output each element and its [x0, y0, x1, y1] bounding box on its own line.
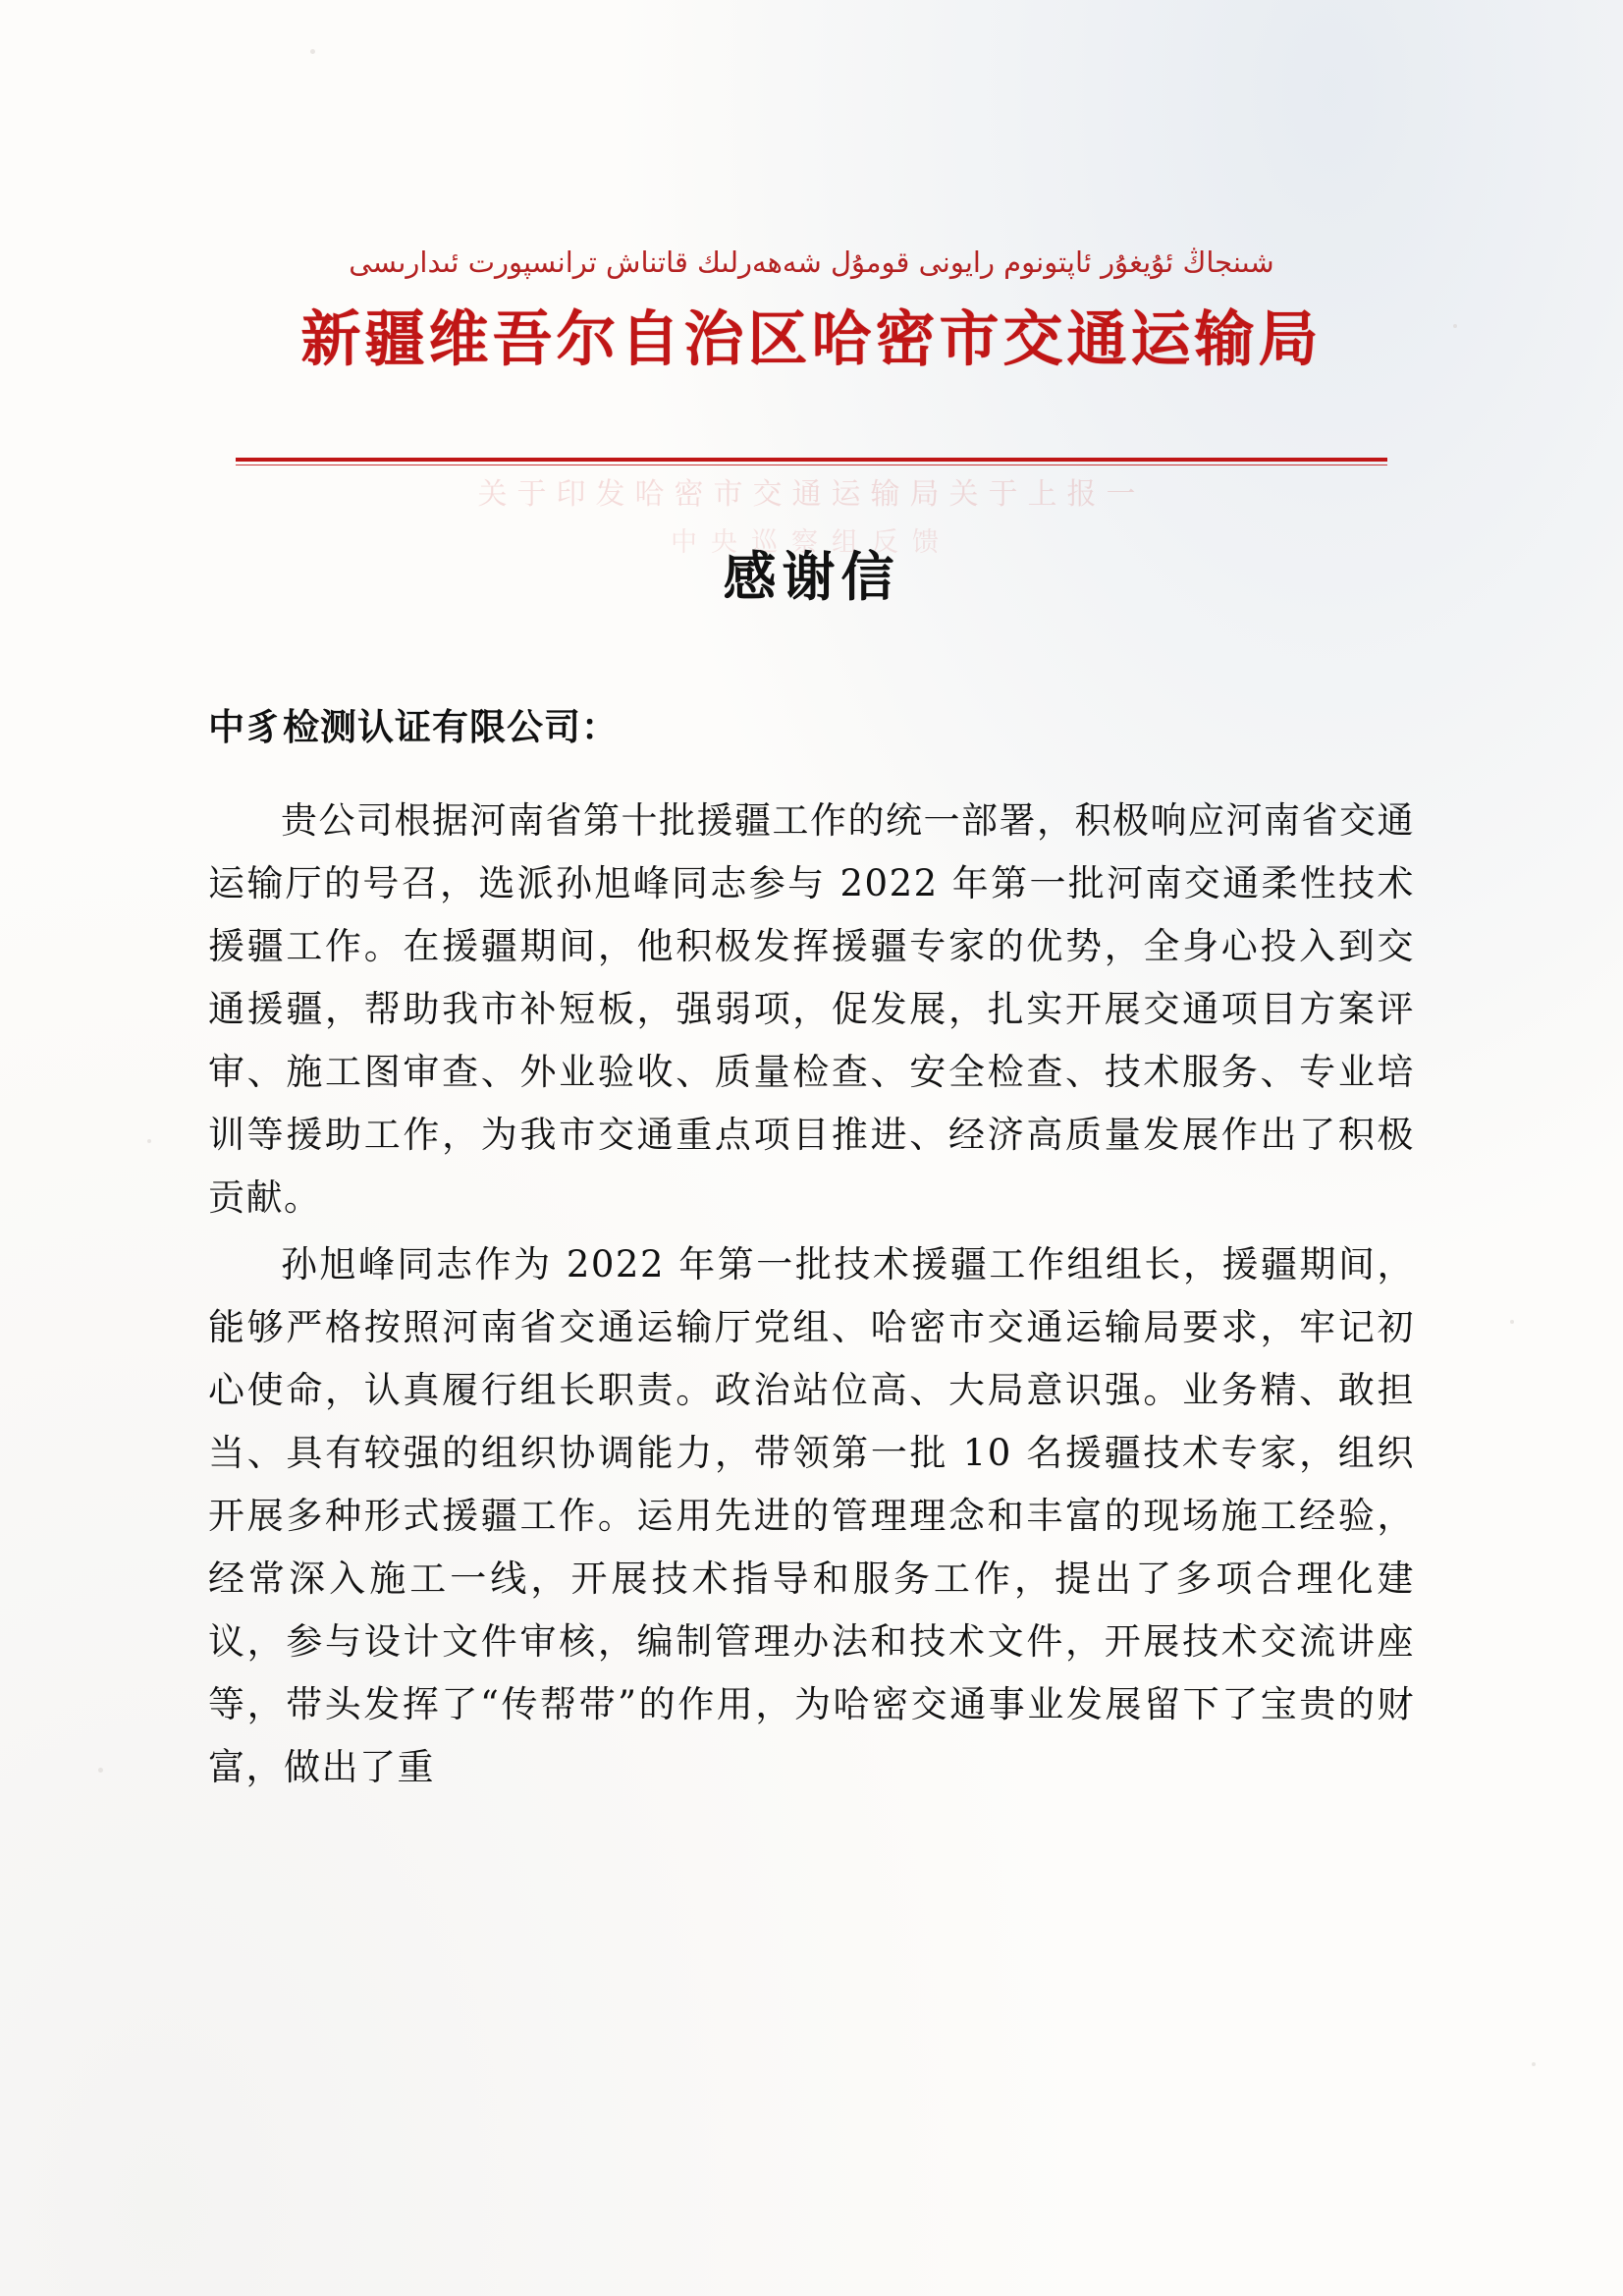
- body-paragraph: 贵公司根据河南省第十批援疆工作的统一部署，积极响应河南省交通运输厅的号召，选派孙旭峰同志参与 2022 年第一批河南交通柔性技术援疆工作。在援疆期间，他积极发挥援疆专家的优势，全身心投入到交通援疆，帮助我市补短板，强弱项，促发展，扎实开展交通项目方案评审、施工图审查、外业验收、质量检查、安全检查、技术服务、专业培训等援助工作，为我市交通重点项目推进、经济高质量发展作出了积极贡献。: [208, 799, 1415, 1219]
- background-watermark-line-1: 关于印发哈密市交通运输局关于上报一: [477, 477, 1146, 512]
- letterhead-organization-name: 新疆维吾尔自治区哈密市交通运输局: [300, 303, 1323, 374]
- scan-speck: [98, 1768, 103, 1773]
- letterhead-divider: [236, 458, 1387, 465]
- scan-speck: [310, 49, 315, 54]
- letterhead: [0, 246, 1623, 377]
- document-title: 感谢信: [723, 545, 900, 608]
- divider-thick-line: [236, 458, 1387, 462]
- document-body: [208, 697, 1415, 1803]
- background-watermark-line-2: 中央巡察组反馈: [671, 527, 952, 558]
- scan-speck: [1532, 2062, 1536, 2066]
- body-paragraph: 孙旭峰同志作为 2022 年第一批技术援疆工作组组长，援疆期间，能够严格按照河南省交通运输厅党组、哈密市交通运输局要求，牢记初心使命，认真履行组长职责。政治站位高、大局意识强。业务精、敢担当、具有较强的组织协调能力，带领第一批 10 名援疆技术专家，组织开展多种形式援疆工作。运用先进的管理理念和丰富的现场施工经验，经常深入施工一线，开展技术指导和服务工作，提出了多项合理化建议，参与设计文件审核，编制管理办法和技术文件，开展技术交流讲座等，带头发挥了“传帮带”的作用，为哈密交通事业发展留下了宝贵的财富，做出了重: [208, 1243, 1415, 1788]
- salutation: 中豸检测认证有限公司：: [208, 705, 619, 748]
- scan-speck: [147, 1139, 151, 1143]
- letterhead-uyghur-text: شىنجاڭ ئۇيغۇر ئاپتونوم رايونى قومۇل شەھەرلىك قاتناش ترانسپورت ئىدارىسى: [349, 246, 1274, 279]
- scan-speck: [1510, 1320, 1514, 1324]
